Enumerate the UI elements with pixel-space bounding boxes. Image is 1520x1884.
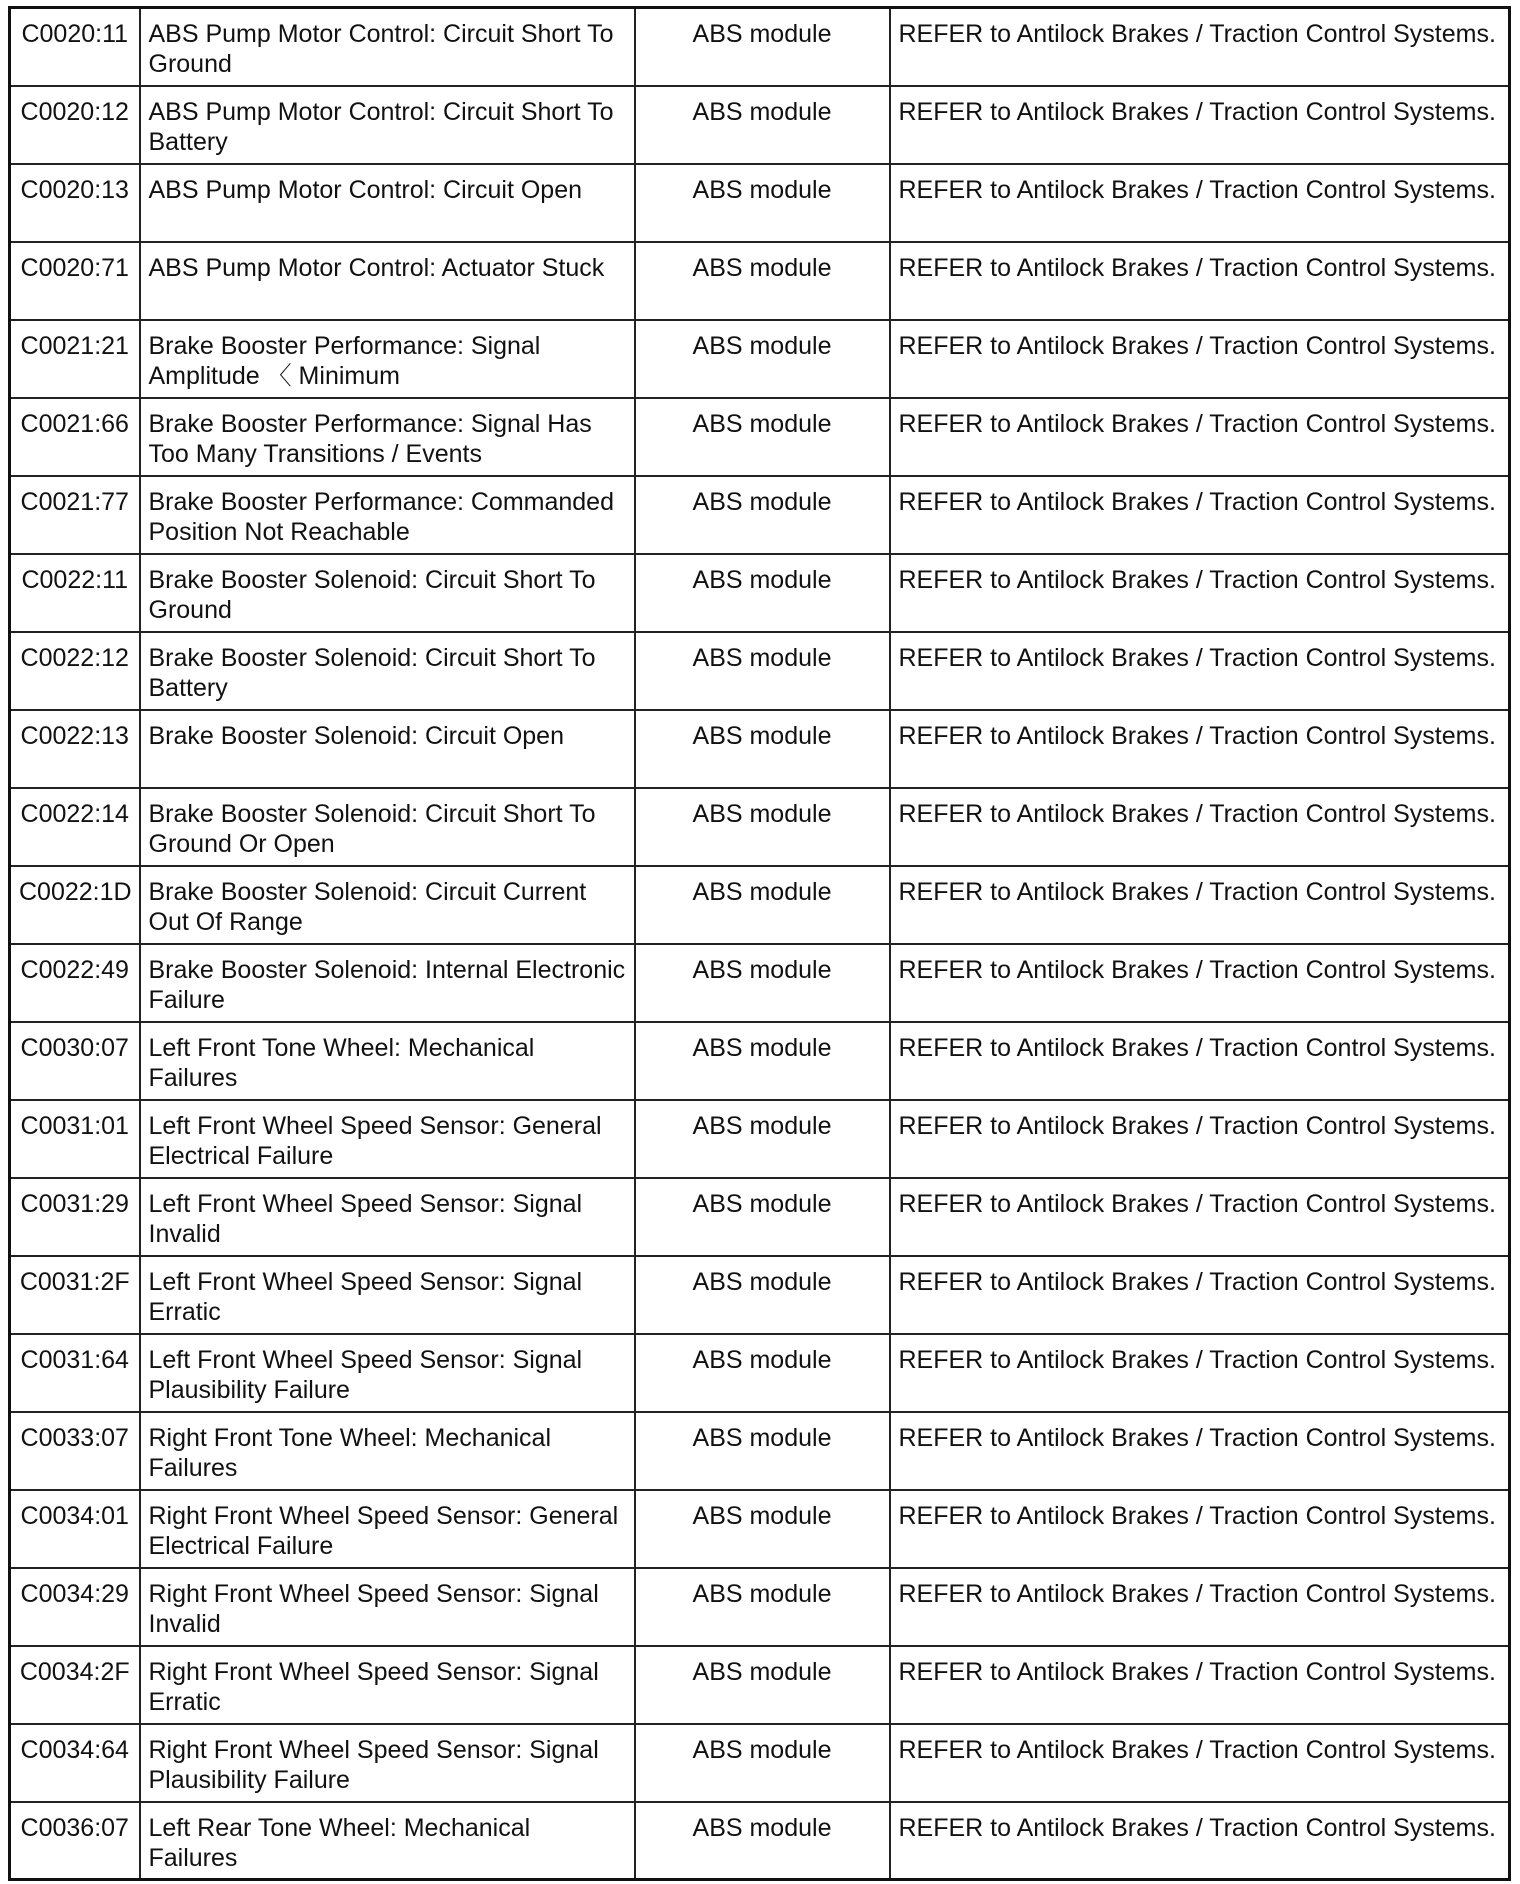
dtc-code-cell: C0034:01 [10, 1490, 140, 1568]
table-row [10, 1490, 1510, 1568]
action-cell: REFER to Antilock Brakes / Traction Control Systems. [890, 1568, 1510, 1646]
module-cell: ABS module [635, 788, 890, 866]
module-cell: ABS module [635, 1646, 890, 1724]
action-cell: REFER to Antilock Brakes / Traction Control Systems. [890, 710, 1510, 788]
action-cell: REFER to Antilock Brakes / Traction Control Systems. [890, 1022, 1510, 1100]
description-cell: ABS Pump Motor Control: Circuit Open [140, 164, 635, 242]
table-row [10, 242, 1510, 320]
dtc-code-cell: C0022:13 [10, 710, 140, 788]
table-row [10, 320, 1510, 398]
action-cell: REFER to Antilock Brakes / Traction Control Systems. [890, 1646, 1510, 1724]
table-row [10, 554, 1510, 632]
table-row [10, 476, 1510, 554]
table-row [10, 1646, 1510, 1724]
action-cell: REFER to Antilock Brakes / Traction Control Systems. [890, 1178, 1510, 1256]
dtc-code-cell: C0022:1D [10, 866, 140, 944]
module-cell: ABS module [635, 1022, 890, 1100]
dtc-code-cell: C0034:29 [10, 1568, 140, 1646]
table-row [10, 8, 1510, 86]
table-row [10, 866, 1510, 944]
action-cell: REFER to Antilock Brakes / Traction Control Systems. [890, 788, 1510, 866]
module-cell: ABS module [635, 164, 890, 242]
dtc-code-cell: C0020:12 [10, 86, 140, 164]
description-cell: Left Front Wheel Speed Sensor: Signal Erratic [140, 1256, 635, 1334]
action-cell: REFER to Antilock Brakes / Traction Control Systems. [890, 398, 1510, 476]
module-cell: ABS module [635, 320, 890, 398]
dtc-code-cell: C0020:11 [10, 8, 140, 86]
action-cell: REFER to Antilock Brakes / Traction Control Systems. [890, 554, 1510, 632]
module-cell: ABS module [635, 1568, 890, 1646]
table-row [10, 1568, 1510, 1646]
action-cell: REFER to Antilock Brakes / Traction Control Systems. [890, 1490, 1510, 1568]
description-cell: ABS Pump Motor Control: Circuit Short To Ground [140, 8, 635, 86]
module-cell: ABS module [635, 1802, 890, 1880]
module-cell: ABS module [635, 1178, 890, 1256]
table-row [10, 1412, 1510, 1490]
description-cell: Brake Booster Performance: Commanded Position Not Reachable [140, 476, 635, 554]
description-cell: Right Front Wheel Speed Sensor: Signal Erratic [140, 1646, 635, 1724]
dtc-code-cell: C0020:13 [10, 164, 140, 242]
description-cell: Right Front Wheel Speed Sensor: Signal Plausibility Failure [140, 1724, 635, 1802]
dtc-table [8, 6, 1511, 1881]
action-cell: REFER to Antilock Brakes / Traction Control Systems. [890, 1334, 1510, 1412]
action-cell: REFER to Antilock Brakes / Traction Control Systems. [890, 1256, 1510, 1334]
module-cell: ABS module [635, 476, 890, 554]
action-cell: REFER to Antilock Brakes / Traction Control Systems. [890, 632, 1510, 710]
module-cell: ABS module [635, 1412, 890, 1490]
module-cell: ABS module [635, 710, 890, 788]
description-cell: Brake Booster Performance: Signal Amplitude 〈 Minimum [140, 320, 635, 398]
module-cell: ABS module [635, 1256, 890, 1334]
description-cell: Brake Booster Solenoid: Circuit Short To Ground [140, 554, 635, 632]
module-cell: ABS module [635, 554, 890, 632]
dtc-code-cell: C0031:2F [10, 1256, 140, 1334]
dtc-code-cell: C0021:21 [10, 320, 140, 398]
description-cell: Right Front Wheel Speed Sensor: Signal Invalid [140, 1568, 635, 1646]
description-cell: Left Front Wheel Speed Sensor: Signal Plausibility Failure [140, 1334, 635, 1412]
description-cell: ABS Pump Motor Control: Circuit Short To Battery [140, 86, 635, 164]
table-row [10, 86, 1510, 164]
dtc-code-cell: C0030:07 [10, 1022, 140, 1100]
description-cell: ABS Pump Motor Control: Actuator Stuck [140, 242, 635, 320]
action-cell: REFER to Antilock Brakes / Traction Control Systems. [890, 944, 1510, 1022]
dtc-code-cell: C0020:71 [10, 242, 140, 320]
description-cell: Left Front Wheel Speed Sensor: General Electrical Failure [140, 1100, 635, 1178]
description-cell: Left Front Tone Wheel: Mechanical Failures [140, 1022, 635, 1100]
dtc-code-cell: C0033:07 [10, 1412, 140, 1490]
description-cell: Left Rear Tone Wheel: Mechanical Failures [140, 1802, 635, 1880]
action-cell: REFER to Antilock Brakes / Traction Control Systems. [890, 1412, 1510, 1490]
table-row [10, 1802, 1510, 1880]
module-cell: ABS module [635, 8, 890, 86]
action-cell: REFER to Antilock Brakes / Traction Control Systems. [890, 164, 1510, 242]
description-cell: Brake Booster Solenoid: Circuit Current Out Of Range [140, 866, 635, 944]
action-cell: REFER to Antilock Brakes / Traction Control Systems. [890, 1802, 1510, 1880]
table-row [10, 1256, 1510, 1334]
description-cell: Brake Booster Solenoid: Internal Electronic Failure [140, 944, 635, 1022]
table-row [10, 710, 1510, 788]
description-cell: Right Front Tone Wheel: Mechanical Failures [140, 1412, 635, 1490]
action-cell: REFER to Antilock Brakes / Traction Control Systems. [890, 242, 1510, 320]
dtc-code-cell: C0031:29 [10, 1178, 140, 1256]
dtc-code-cell: C0031:01 [10, 1100, 140, 1178]
table-row [10, 1178, 1510, 1256]
description-cell: Brake Booster Solenoid: Circuit Short To Battery [140, 632, 635, 710]
description-cell: Right Front Wheel Speed Sensor: General Electrical Failure [140, 1490, 635, 1568]
dtc-code-cell: C0021:66 [10, 398, 140, 476]
table-row [10, 1022, 1510, 1100]
action-cell: REFER to Antilock Brakes / Traction Control Systems. [890, 476, 1510, 554]
description-cell: Brake Booster Performance: Signal Has Too Many Transitions / Events [140, 398, 635, 476]
dtc-code-cell: C0022:49 [10, 944, 140, 1022]
dtc-code-cell: C0034:64 [10, 1724, 140, 1802]
table-row [10, 788, 1510, 866]
module-cell: ABS module [635, 242, 890, 320]
module-cell: ABS module [635, 1490, 890, 1568]
dtc-code-cell: C0022:12 [10, 632, 140, 710]
module-cell: ABS module [635, 944, 890, 1022]
action-cell: REFER to Antilock Brakes / Traction Control Systems. [890, 320, 1510, 398]
module-cell: ABS module [635, 866, 890, 944]
dtc-code-cell: C0022:14 [10, 788, 140, 866]
table-row [10, 944, 1510, 1022]
table-row [10, 1724, 1510, 1802]
action-cell: REFER to Antilock Brakes / Traction Control Systems. [890, 86, 1510, 164]
module-cell: ABS module [635, 398, 890, 476]
action-cell: REFER to Antilock Brakes / Traction Control Systems. [890, 1724, 1510, 1802]
description-cell: Brake Booster Solenoid: Circuit Open [140, 710, 635, 788]
dtc-document [8, 6, 1508, 1876]
module-cell: ABS module [635, 1724, 890, 1802]
module-cell: ABS module [635, 1100, 890, 1178]
action-cell: REFER to Antilock Brakes / Traction Control Systems. [890, 1100, 1510, 1178]
action-cell: REFER to Antilock Brakes / Traction Control Systems. [890, 8, 1510, 86]
dtc-code-cell: C0022:11 [10, 554, 140, 632]
dtc-code-cell: C0034:2F [10, 1646, 140, 1724]
table-row [10, 164, 1510, 242]
dtc-code-cell: C0021:77 [10, 476, 140, 554]
module-cell: ABS module [635, 86, 890, 164]
table-row [10, 398, 1510, 476]
table-row [10, 1334, 1510, 1412]
action-cell: REFER to Antilock Brakes / Traction Control Systems. [890, 866, 1510, 944]
description-cell: Brake Booster Solenoid: Circuit Short To Ground Or Open [140, 788, 635, 866]
table-row [10, 632, 1510, 710]
module-cell: ABS module [635, 632, 890, 710]
dtc-code-cell: C0031:64 [10, 1334, 140, 1412]
dtc-code-cell: C0036:07 [10, 1802, 140, 1880]
module-cell: ABS module [635, 1334, 890, 1412]
description-cell: Left Front Wheel Speed Sensor: Signal Invalid [140, 1178, 635, 1256]
table-row [10, 1100, 1510, 1178]
